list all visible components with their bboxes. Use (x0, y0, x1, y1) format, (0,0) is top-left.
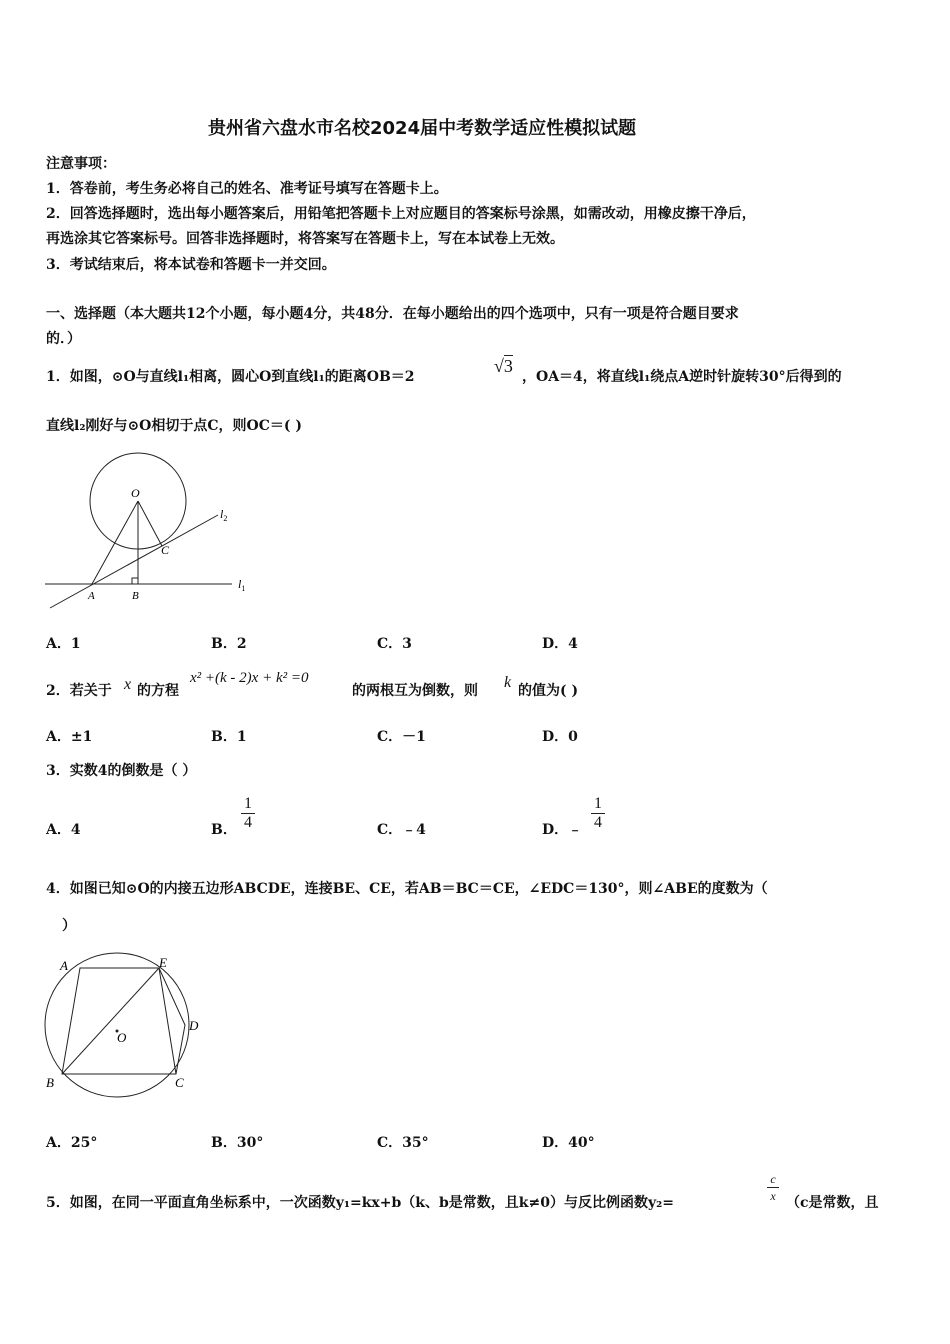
q1-option-a: A．1 (46, 636, 81, 652)
q5-fraction-denominator: x (770, 1189, 776, 1203)
notice-item-3: 3．考试结束后，将本试卷和答题卡一并交回。 (46, 257, 336, 273)
notice-item-1: 1．答卷前，考生务必将自己的姓名、准考证号填写在答题卡上。 (46, 181, 448, 197)
label-b: B (46, 1075, 54, 1090)
q1-stem-part-a: 1．如图，⊙O与直线l₁相离，圆心O到直线l₁的距离OB＝2 (46, 369, 415, 385)
q1-option-c: C．3 (377, 636, 412, 652)
q1-stem-part-b: ，OA＝4，将直线l₁绕点A逆时针旋转30°后得到的 (522, 369, 842, 385)
label-b: B (132, 590, 139, 602)
q3-option-b-label: B． (211, 822, 237, 838)
label-c: C (161, 543, 170, 557)
label-e: E (159, 955, 167, 970)
q1-figure (40, 455, 260, 620)
q2-option-c: C．－1 (377, 729, 426, 745)
label-l2 (220, 507, 227, 523)
q2-equation: x² +(k - 2)x + k² =0 (190, 670, 309, 686)
segment-ce (159, 968, 176, 1074)
label-l2-letter: l (220, 507, 224, 521)
q2-option-d: D．0 (542, 729, 578, 745)
section-heading-cont: 的．） (46, 331, 81, 347)
label-o: O (117, 1030, 127, 1045)
q2-var-k: k (504, 674, 512, 691)
label-l2-sub: 2 (223, 514, 228, 523)
q3-stem: 3．实数4的倒数是（ ） (46, 763, 197, 779)
segment-oc (138, 501, 162, 546)
q2-var-x: x (124, 676, 132, 693)
q5-fraction-numerator: c (770, 1172, 776, 1186)
label-a: A (60, 958, 68, 973)
label-o: O (131, 486, 140, 500)
q4-option-d: D．40° (542, 1135, 595, 1151)
notice-item-2-cont: 再选涂其它答案标号。回答非选择题时，将答案写在答题卡上，写在本试卷上无效。 (46, 231, 564, 247)
section-heading: 一、选择题（本大题共12个小题，每小题4分，共48分．在每小题给出的四个选项中，只有一项是符合题目要求 (46, 306, 739, 322)
circle-o (45, 953, 189, 1097)
pentagon-abcde (62, 968, 185, 1074)
q3-option-d-numerator: 1 (594, 795, 602, 812)
q4-option-a: A．25° (46, 1135, 98, 1151)
q5-fraction (766, 1171, 780, 1204)
q3-option-b-numerator: 1 (244, 795, 252, 812)
q4-figure (40, 950, 220, 1100)
label-c: C (175, 1075, 184, 1090)
q2-option-a: A．±1 (46, 729, 93, 745)
q2-stem-suffix: 的两根互为倒数，则 (352, 683, 478, 699)
q3-option-c: C．﹣4 (377, 822, 426, 838)
page-title: 贵州省六盘水市名校2024届中考数学适应性模拟试题 (208, 118, 637, 139)
notice-item-2: 2．回答选择题时，选出每小题答案后，用铅笔把答题卡上对应题目的答案标号涂黑，如需改动，用橡皮擦干净后， (46, 206, 756, 222)
q5-stem-part-a: 5．如图，在同一平面直角坐标系中，一次函数y₁=kx+b（k、b是常数，且k≠0）与反比例函数y₂= (46, 1195, 674, 1211)
q3-option-d-label: D．﹣ (542, 822, 583, 838)
q3-option-d-fraction (590, 795, 606, 832)
q1-stem-line2: 直线l₂刚好与⊙O相切于点C，则OC＝( ) (46, 418, 302, 434)
q1-option-d: D．4 (542, 636, 578, 652)
label-a: A (88, 590, 95, 602)
label-l1-sub: 1 (241, 584, 246, 593)
notice-heading: 注意事项： (46, 156, 116, 172)
label-l1 (238, 577, 245, 593)
segment-be (62, 968, 159, 1074)
q2-stem-prefix: 2．若关于 (46, 683, 112, 699)
q4-stem: 4．如图已知⊙O的内接五边形ABCDE，连接BE、CE，若AB＝BC＝CE，∠EDC＝130°，则∠ABE的度数为（ (46, 881, 768, 897)
sqrt-sign: √ (494, 356, 504, 376)
q3-option-b-fraction (240, 795, 256, 832)
q4-stem-cont: ） (62, 918, 76, 934)
label-d: D (189, 1018, 199, 1033)
label-l1-letter: l (238, 577, 242, 591)
right-angle-mark (132, 578, 138, 584)
q2-stem-end: 的值为( ) (518, 683, 579, 699)
q3-option-d-denominator: 4 (594, 814, 602, 831)
q2-stem-mid: 的方程 (137, 683, 179, 699)
q1-option-b: B．2 (211, 636, 247, 652)
q2-option-b: B．1 (211, 729, 247, 745)
q1-sqrt-radicand: 3 (503, 356, 513, 376)
q3-option-a: A．4 (46, 822, 81, 838)
q5-stem-part-b: （c是常数，且 (786, 1195, 879, 1211)
q4-option-b: B．30° (211, 1135, 264, 1151)
q4-option-c: C．35° (377, 1135, 429, 1151)
q1-sqrt (494, 356, 513, 377)
q3-option-b-denominator: 4 (244, 814, 252, 831)
